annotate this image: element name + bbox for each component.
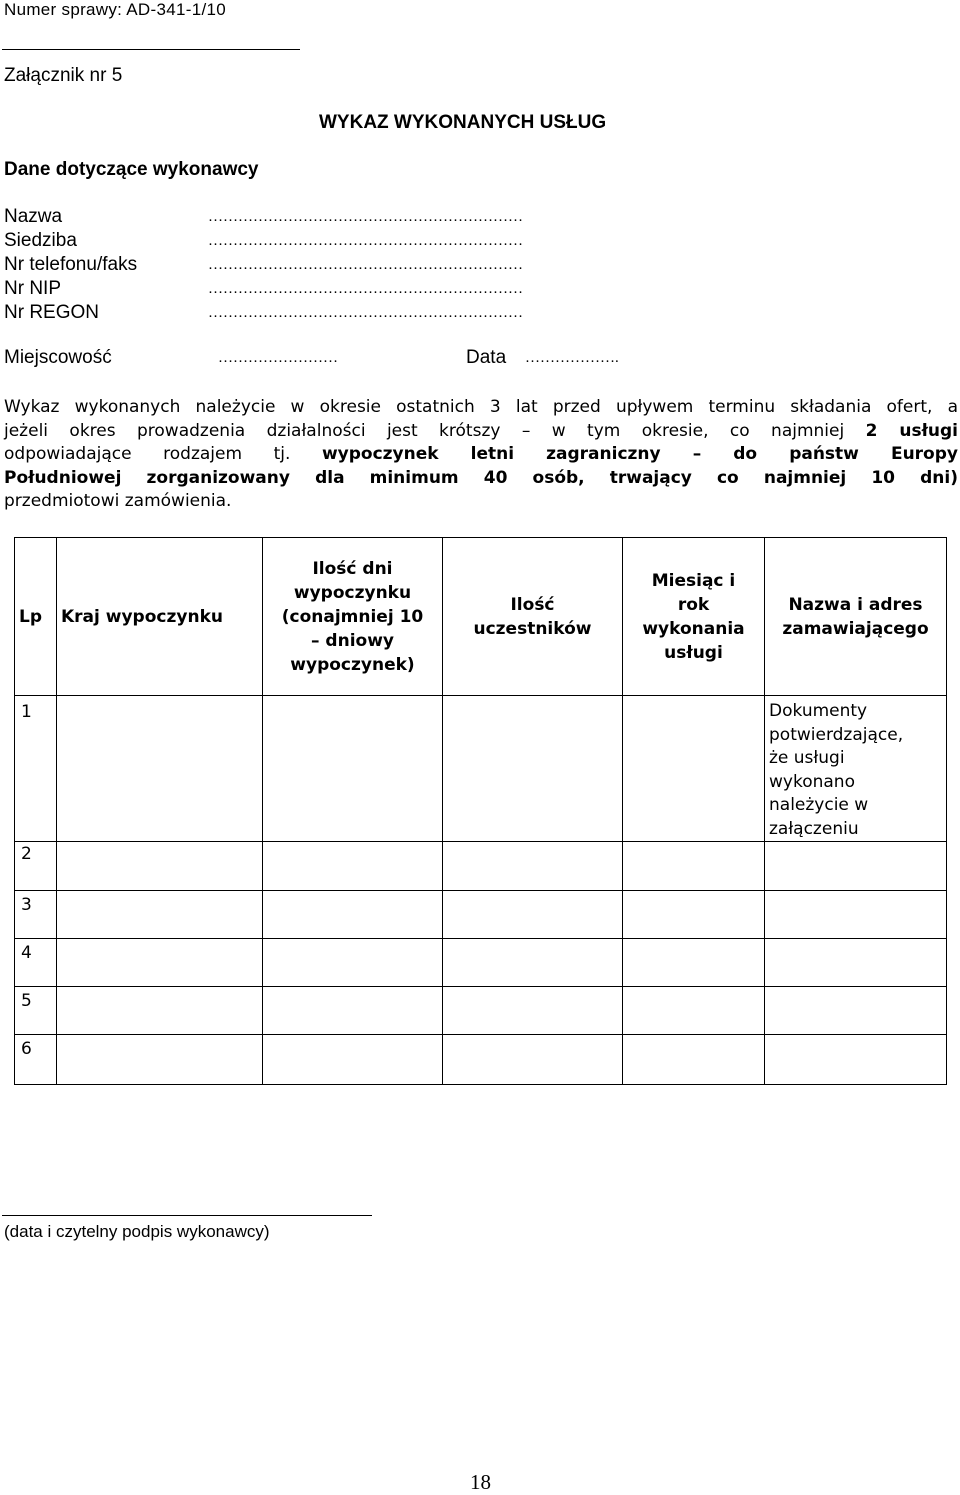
row-client-cell[interactable]	[765, 1035, 947, 1085]
row-participants-cell[interactable]	[443, 696, 623, 842]
documents-note-line: Dokumenty	[769, 701, 868, 721]
field-value-nip[interactable]: ………………………………………………………	[208, 281, 523, 297]
header-client-line: zamawiającego	[782, 618, 929, 639]
contractor-heading: Dane dotyczące wykonawcy	[4, 159, 259, 180]
services-table	[14, 537, 947, 1085]
documents-note-line: potwierdzające,	[769, 724, 904, 745]
row-number: 4	[21, 943, 32, 963]
place-value[interactable]: ……………………	[218, 350, 338, 366]
header-month-year-line: rok	[677, 594, 710, 615]
header-country: Kraj wypoczynku	[57, 538, 263, 696]
intro-line-4: Południowej zorganizowany dla minimum 40 osób, trwający co najmniej 10 dni)	[4, 467, 958, 488]
header-lp: Lp	[15, 538, 57, 696]
intro-line-3-bold: wypoczynek letni zagraniczny – do państw Europy	[321, 444, 958, 464]
field-label-name: Nazwa	[4, 206, 63, 227]
row-days-cell[interactable]	[263, 696, 443, 842]
table-row	[15, 842, 947, 891]
intro-line-3	[4, 443, 958, 467]
row-country-cell[interactable]	[57, 987, 263, 1035]
row-number: 1	[21, 702, 32, 722]
row-country-cell[interactable]	[57, 1035, 263, 1085]
field-value-seat[interactable]: ………………………………………………………	[208, 233, 523, 249]
annex-label: Załącznik nr 5	[4, 65, 123, 86]
header-days-line: Ilość dni	[312, 558, 393, 579]
row-month-year-cell[interactable]	[623, 987, 765, 1035]
header-rule	[2, 49, 300, 50]
field-label-phone-fax: Nr telefonu/faks	[4, 254, 138, 275]
signature-rule	[2, 1215, 372, 1216]
row-client-cell[interactable]	[765, 842, 947, 891]
table-row	[15, 1035, 947, 1085]
row-client-cell[interactable]	[765, 891, 947, 939]
header-days-line: – dniowy	[311, 630, 394, 651]
intro-line-1: Wykaz wykonanych należycie w okresie ostatnich 3 lat przed upływem terminu składania ofert, a	[4, 397, 958, 417]
header-participants-line: uczestników	[473, 618, 592, 639]
row-country-cell[interactable]	[57, 939, 263, 987]
row-client-cell[interactable]	[765, 939, 947, 987]
page-number: 18	[470, 1470, 491, 1494]
row-month-year-cell[interactable]	[623, 939, 765, 987]
row-client-cell[interactable]	[765, 987, 947, 1035]
table-header-row	[15, 538, 947, 696]
documents-note	[765, 696, 946, 841]
field-label-seat: Siedziba	[4, 230, 77, 251]
row-days-cell[interactable]	[263, 987, 443, 1035]
intro-line-2-bold: 2 usługi	[865, 420, 958, 441]
row-participants-cell[interactable]	[443, 939, 623, 987]
header-month-year-line: usługi	[664, 642, 723, 663]
row-month-year-cell[interactable]	[623, 891, 765, 939]
header-month-year-line: Miesiąc i	[651, 570, 736, 591]
intro-paragraph	[4, 396, 958, 514]
row-days-cell[interactable]	[263, 1035, 443, 1085]
row-participants-cell[interactable]	[443, 987, 623, 1035]
field-label-nip: Nr NIP	[4, 278, 61, 299]
row-participants-cell[interactable]	[443, 1035, 623, 1085]
row-month-year-cell[interactable]	[623, 1035, 765, 1085]
documents-note-line: że usługi	[769, 748, 845, 768]
documents-note-line: załączeniu	[769, 818, 859, 839]
row-lp	[15, 1035, 57, 1085]
case-number: Numer sprawy: AD-341-1/10	[4, 0, 226, 19]
intro-line-2	[4, 420, 958, 444]
header-days-line: (conajmniej 10	[281, 606, 424, 627]
row-number: 5	[21, 991, 32, 1011]
row-participants-cell[interactable]	[443, 842, 623, 891]
row-days-cell[interactable]	[263, 939, 443, 987]
header-participants-line: Ilość	[510, 594, 555, 615]
row-client-cell[interactable]	[765, 696, 947, 842]
field-value-regon[interactable]: ………………………………………………………	[208, 305, 523, 321]
row-days-cell[interactable]	[263, 842, 443, 891]
row-participants-cell[interactable]	[443, 891, 623, 939]
table-row	[15, 939, 947, 987]
intro-line-2-text: jeżeli okres prowadzenia działalności jest krótszy – w tym okresie, co najmniej	[4, 420, 866, 441]
field-value-phone-fax[interactable]: ………………………………………………………	[208, 257, 523, 273]
table-row	[15, 987, 947, 1035]
signature-caption: (data i czytelny podpis wykonawcy)	[4, 1222, 270, 1241]
date-value[interactable]: ……………….	[525, 350, 619, 366]
header-days	[263, 538, 443, 696]
documents-note-line: należycie w	[769, 795, 869, 815]
date-label: Data	[466, 347, 507, 368]
header-month-year-line: wykonania	[642, 618, 745, 639]
header-client-line: Nazwa i adres	[788, 594, 923, 615]
header-participants	[443, 538, 623, 696]
row-number: 3	[21, 895, 32, 915]
row-lp	[15, 842, 57, 891]
row-lp	[15, 891, 57, 939]
row-lp	[15, 987, 57, 1035]
row-country-cell[interactable]	[57, 891, 263, 939]
row-lp	[15, 696, 57, 842]
header-month-year	[623, 538, 765, 696]
document-title: WYKAZ WYKONANYCH USŁUG	[319, 112, 607, 133]
documents-note-line: wykonano	[769, 771, 855, 792]
header-days-line: wypoczynek)	[290, 654, 415, 675]
row-days-cell[interactable]	[263, 891, 443, 939]
field-label-regon: Nr REGON	[4, 302, 99, 323]
header-days-line: wypoczynku	[293, 582, 412, 603]
field-value-name[interactable]: ………………………………………………………	[208, 209, 523, 225]
row-number: 6	[21, 1039, 32, 1059]
intro-line-5: przedmiotowi zamówienia.	[4, 491, 232, 511]
row-country-cell[interactable]	[57, 696, 263, 842]
intro-line-3-text: odpowiadające rodzajem tj.	[4, 444, 322, 464]
row-lp	[15, 939, 57, 987]
place-label: Miejscowość	[4, 347, 112, 368]
row-number: 2	[21, 844, 32, 864]
row-month-year-cell[interactable]	[623, 842, 765, 891]
header-client	[765, 538, 947, 696]
row-country-cell[interactable]	[57, 842, 263, 891]
row-month-year-cell[interactable]	[623, 696, 765, 842]
table-row	[15, 891, 947, 939]
table-row	[15, 696, 947, 842]
